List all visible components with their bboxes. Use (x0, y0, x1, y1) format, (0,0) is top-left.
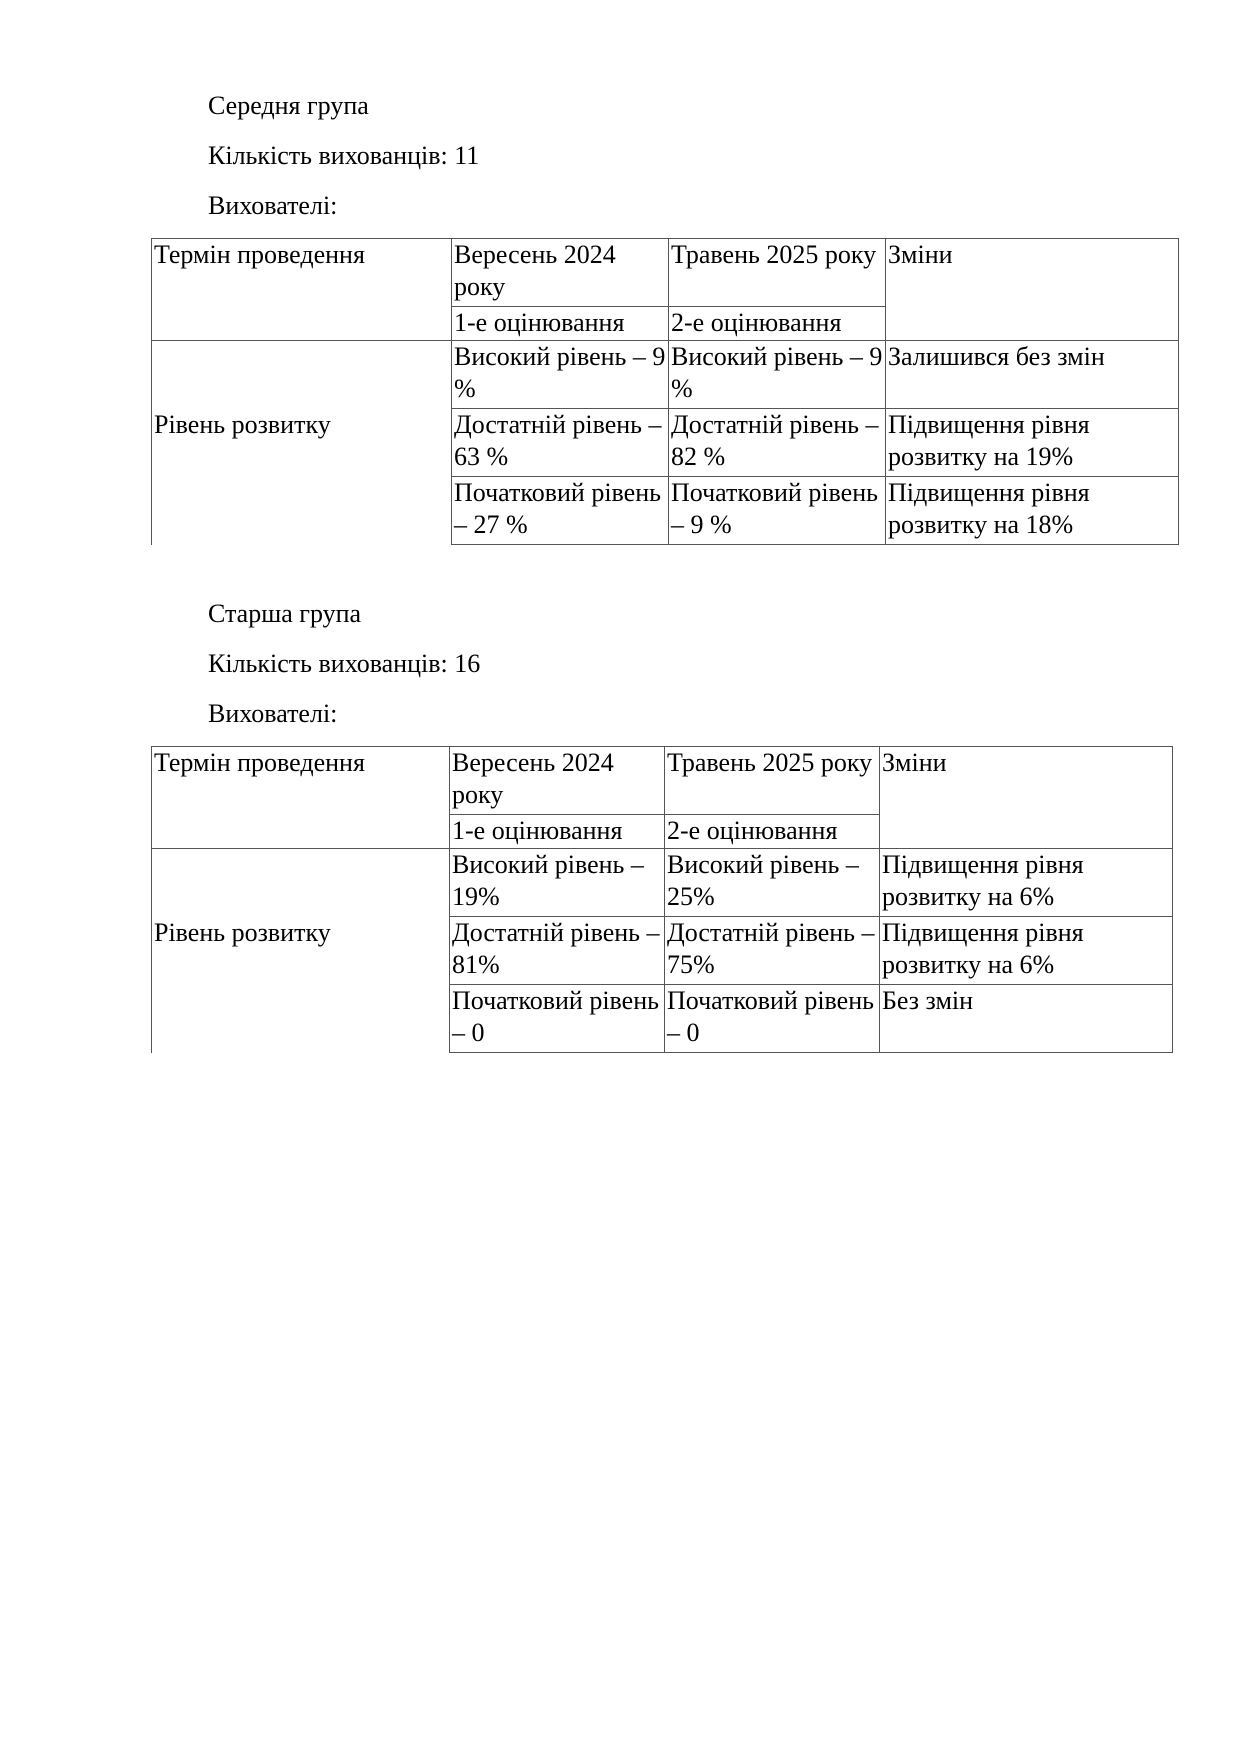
header-first-eval: 1-е оцінювання (452, 307, 669, 341)
cell-initial-change: Підвищення рівня розвитку на 18% (886, 477, 1179, 545)
header-second-date: Травень 2025 року (665, 747, 880, 815)
cell-sufficient-first: Достатній рівень – 63 % (452, 409, 669, 477)
header-term: Термін проведення (152, 239, 452, 341)
row-label-text: Рівень розвитку (154, 409, 331, 439)
header-second-eval: 2-е оцінювання (669, 307, 886, 341)
cell-sufficient-first: Достатній рівень – 81% (450, 917, 665, 985)
cell-high-first: Високий рівень – 9 % (452, 341, 669, 409)
children-count: Кількість вихованців: 11 (208, 141, 480, 170)
development-table (151, 238, 1179, 545)
header-term: Термін проведення (152, 747, 450, 849)
cell-high-second: Високий рівень – 9 % (669, 341, 886, 409)
row-label-level (152, 849, 450, 1053)
header-first-date: Вересень 2024 року (450, 747, 665, 815)
children-count: Кількість вихованців: 16 (208, 649, 481, 678)
group-title: Середня група (208, 91, 369, 120)
teachers-label: Вихователі: (208, 191, 338, 220)
header-changes: Зміни (880, 747, 1173, 849)
row-label-level (152, 341, 452, 545)
cell-initial-second: Початковий рівень – 9 % (669, 477, 886, 545)
cell-initial-first: Початковий рівень – 27 % (452, 477, 669, 545)
teachers-label: Вихователі: (208, 699, 338, 728)
group-title: Старша група (208, 599, 362, 628)
cell-high-second: Високий рівень – 25% (665, 849, 880, 917)
development-table (151, 746, 1173, 1053)
header-first-date: Вересень 2024 року (452, 239, 669, 307)
header-second-date: Травень 2025 року (669, 239, 886, 307)
cell-initial-change: Без змін (880, 985, 1173, 1053)
cell-sufficient-change: Підвищення рівня розвитку на 19% (886, 409, 1179, 477)
cell-high-first: Високий рівень – 19% (450, 849, 665, 917)
cell-sufficient-second: Достатній рівень – 75% (665, 917, 880, 985)
cell-high-change: Залишився без змін (886, 341, 1179, 409)
cell-sufficient-second: Достатній рівень – 82 % (669, 409, 886, 477)
cell-initial-first: Початковий рівень – 0 (450, 985, 665, 1053)
header-second-eval: 2-е оцінювання (665, 815, 880, 849)
cell-sufficient-change: Підвищення рівня розвитку на 6% (880, 917, 1173, 985)
cell-high-change: Підвищення рівня розвитку на 6% (880, 849, 1173, 917)
header-changes: Зміни (886, 239, 1179, 341)
cell-initial-second: Початковий рівень – 0 (665, 985, 880, 1053)
header-first-eval: 1-е оцінювання (450, 815, 665, 849)
row-label-text: Рівень розвитку (154, 917, 331, 947)
